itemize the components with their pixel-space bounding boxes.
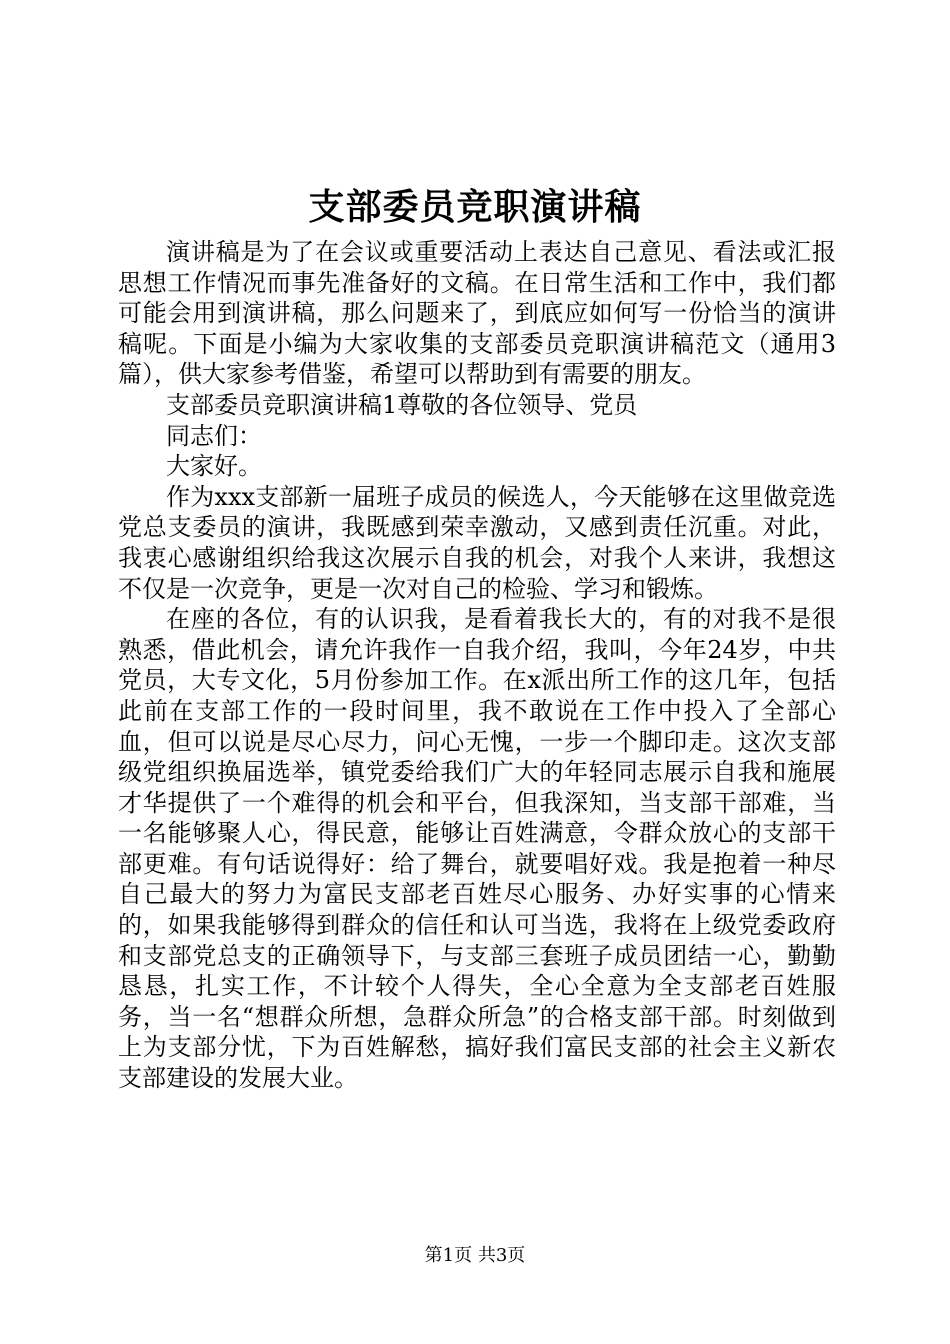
speech-heading-paragraph: 支部委员竞职演讲稿1尊敬的各位领导、党员 [166,390,638,419]
page-number-footer: 第1页 共3页 [424,1245,526,1266]
greeting-paragraph: 大家好。 [166,452,262,481]
body-paragraph-2: 在座的各位，有的认识我，是看着我长大的，有的对我不是很熟悉，借此机会，请允许我作一自我介绍，我叫，今年24岁，中共党员，大专文化，5月份参加工作。在x派出所工作的这几年，包括此前在支部工作的一段时间里，我不敢说在工作中投入了全部心血，但可以说是尽心尽力，问心无愧，一步一个脚印走。这次支部级党组织换届选举，镇党委给我们广大的年轻同志展示自我和施展才华提供了一个难得的机会和平台，但我深知，当支部干部难，当一名能够聚人心，得民意，能够让百姓满意，令群众放心的支部干部更难。有句话说得好：给了舞台，就要唱好戏。我是抱着一种尽自己最大的努力为富民支部老百姓尽心服务、办好实事的心情来的，如果我能够得到群众的信任和认可当选，我将在上级党委政府和支部党总支的正确领导下，与支部三套班子成员团结一心，勤勤恳恳，扎实工作，不计较个人得失，全心全意为全支部老百姓服务，当一名“想群众所想，急群众所急”的合格支部干部。时刻做到上为支部分忧，下为百姓解愁，搞好我们富民支部的社会主义新农支部建设的发展大业。 [118,605,836,1093]
document-body [118,237,836,1094]
document-title: 支部委员竞职演讲稿 [308,186,642,228]
body-paragraph-1: 作为xxx支部新一届班子成员的候选人，今天能够在这里做竞选党总支委员的演讲，我既感到荣幸激动，又感到责任沉重。对此，我衷心感谢组织给我这次展示自我的机会，对我个人来讲，我想这不仅是一次竞争，更是一次对自己的检验、学习和锻炼。 [118,482,836,603]
salutation-paragraph: 同志们： [166,421,262,450]
intro-paragraph: 演讲稿是为了在会议或重要活动上表达自己意见、看法或汇报思想工作情况而事先准备好的文稿。在日常生活和工作中，我们都可能会用到演讲稿，那么问题来了，到底应如何写一份恰当的演讲稿呢。下面是小编为大家收集的支部委员竞职演讲稿范文（通用3篇），供大家参考借鉴，希望可以帮助到有需要的朋友。 [118,238,836,389]
